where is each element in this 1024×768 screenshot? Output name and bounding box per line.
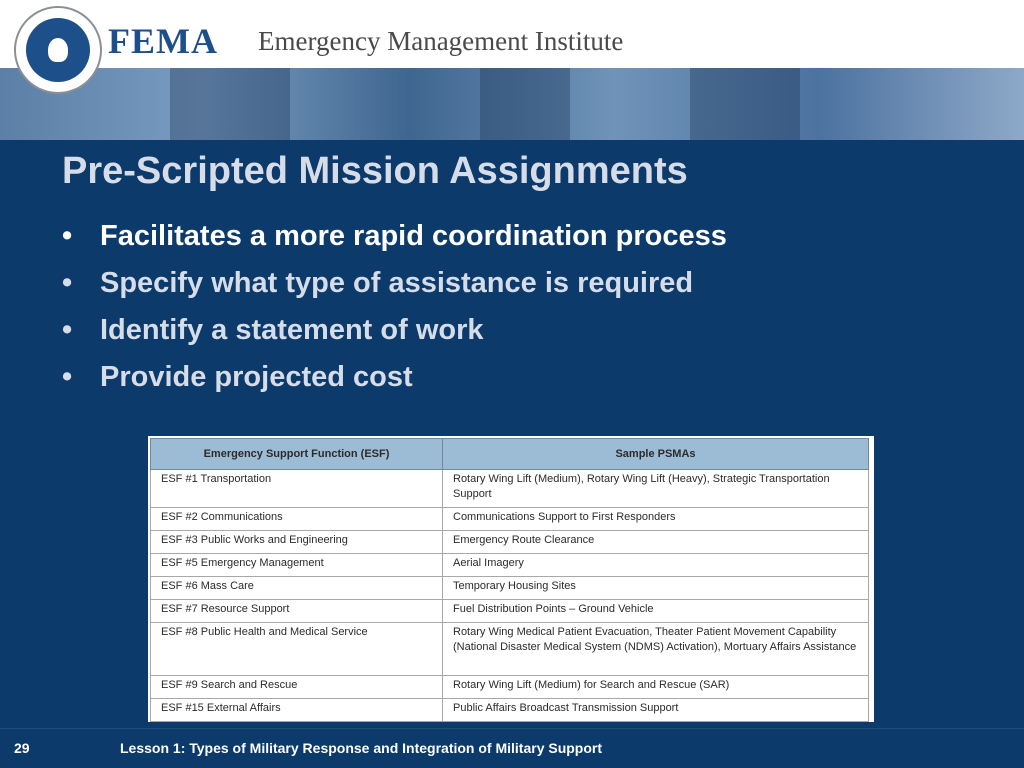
bullet-item: • Specify what type of assistance is required	[62, 267, 694, 299]
fema-logo: FEMA	[108, 21, 218, 61]
esf-cell: ESF #5 Emergency Management	[151, 554, 443, 577]
bullet-list	[62, 220, 727, 408]
psma-cell: Aerial Imagery	[443, 554, 869, 577]
table-row	[151, 508, 869, 531]
esf-cell: ESF #6 Mass Care	[151, 577, 443, 600]
table-row	[151, 600, 869, 623]
esf-cell: ESF #15 External Affairs	[151, 699, 443, 722]
column-header: Emergency Support Function (ESF)	[151, 439, 443, 470]
psma-cell: Public Affairs Broadcast Transmission Support	[443, 699, 869, 722]
esf-cell: ESF #9 Search and Rescue	[151, 676, 443, 699]
esf-cell: ESF #3 Public Works and Engineering	[151, 531, 443, 554]
psma-cell: Rotary Wing Medical Patient Evacuation, Theater Patient Movement Capability (National Disaster Medical System (NDMS) Activation), Mortuary Affairs Assistance	[443, 623, 869, 676]
footer-divider	[0, 728, 1024, 729]
esf-cell: ESF #1 Transportation	[151, 470, 443, 508]
psma-cell: Rotary Wing Lift (Medium), Rotary Wing Lift (Heavy), Strategic Transportation Support	[443, 470, 869, 508]
psma-cell: Emergency Route Clearance	[443, 531, 869, 554]
header-bar	[0, 0, 1024, 68]
bullet-item: • Identify a statement of work	[62, 314, 484, 346]
psma-table	[148, 436, 874, 722]
esf-cell: ESF #7 Resource Support	[151, 600, 443, 623]
table-row	[151, 577, 869, 600]
table-header-row	[151, 439, 869, 470]
bullet-item: • Provide projected cost	[62, 361, 413, 393]
slide-title: Pre-Scripted Mission Assignments	[62, 150, 688, 192]
psma-cell: Communications Support to First Responders	[443, 508, 869, 531]
psma-cell: Temporary Housing Sites	[443, 577, 869, 600]
table-row	[151, 470, 869, 508]
table-row	[151, 623, 869, 676]
table-row	[151, 699, 869, 722]
psma-cell: Fuel Distribution Points – Ground Vehicle	[443, 600, 869, 623]
institute-name: Emergency Management Institute	[258, 26, 624, 56]
table-row	[151, 531, 869, 554]
esf-cell: ESF #2 Communications	[151, 508, 443, 531]
dhs-seal-icon	[14, 6, 102, 94]
table-row	[151, 554, 869, 577]
page-number: 29	[14, 740, 30, 756]
column-header: Sample PSMAs	[443, 439, 869, 470]
psma-cell: Rotary Wing Lift (Medium) for Search and Rescue (SAR)	[443, 676, 869, 699]
bullet-item: • Facilitates a more rapid coordination process	[62, 220, 727, 252]
lesson-title: Lesson 1: Types of Military Response and Integration of Military Support	[120, 740, 603, 756]
photo-banner	[0, 68, 1024, 140]
table-row	[151, 676, 869, 699]
esf-cell: ESF #8 Public Health and Medical Service	[151, 623, 443, 676]
